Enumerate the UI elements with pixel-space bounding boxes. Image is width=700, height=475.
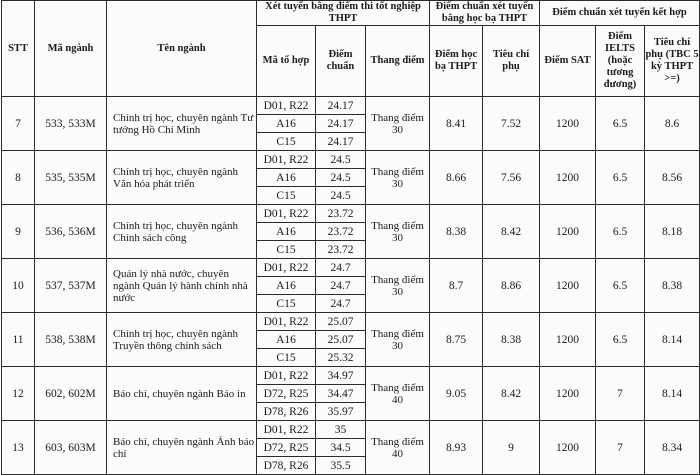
header-tieu-chi-phu: Tiêu chí phụ bbox=[483, 26, 540, 97]
major-name-cell: Chính trị học, chuyên ngành Tư tưởng Hồ Chí Minh bbox=[107, 97, 257, 151]
header-hocba-group: Điểm chuẩn xét tuyển bằng học bạ THPT bbox=[430, 1, 540, 26]
tbc-criterion-cell: 8.14 bbox=[645, 367, 700, 421]
combo-code-cell: A16 bbox=[257, 169, 316, 187]
header-row-top bbox=[2, 1, 700, 26]
major-name-cell: Chính trị học, chuyên ngành Chính sách công bbox=[107, 205, 257, 259]
major-name-cell: Chính trị học, chuyên ngành Truyền thông chính sách bbox=[107, 313, 257, 367]
table-row bbox=[2, 151, 700, 169]
combo-code-cell: D01, R22 bbox=[257, 97, 316, 115]
table-body bbox=[2, 97, 700, 475]
combo-score-cell: 35.5 bbox=[316, 457, 366, 475]
stt-cell: 12 bbox=[2, 367, 35, 421]
major-name-cell: Quản lý nhà nước, chuyên ngành Quản lý hành chính nhà nước bbox=[107, 259, 257, 313]
hocba-score-cell: 8.41 bbox=[430, 97, 483, 151]
combo-score-cell: 23.72 bbox=[316, 223, 366, 241]
table-row bbox=[2, 367, 700, 385]
table-row bbox=[2, 313, 700, 331]
major-code-cell: 536, 536M bbox=[35, 205, 107, 259]
header-ten-nganh: Tên ngành bbox=[107, 1, 257, 97]
stt-cell: 7 bbox=[2, 97, 35, 151]
stt-cell: 13 bbox=[2, 421, 35, 475]
combo-score-cell: 24.5 bbox=[316, 169, 366, 187]
table-row bbox=[2, 205, 700, 223]
scale-cell: Thang điểm 40 bbox=[366, 421, 430, 475]
combo-score-cell: 23.72 bbox=[316, 241, 366, 259]
header-thang-diem: Thang điểm bbox=[366, 26, 430, 97]
stt-cell: 11 bbox=[2, 313, 35, 367]
scale-cell: Thang điểm 30 bbox=[366, 313, 430, 367]
header-tieu-chi-phu-tbc: Tiêu chí phụ (TBC 5 kỳ THPT >=) bbox=[645, 26, 700, 97]
combo-score-cell: 24.7 bbox=[316, 295, 366, 313]
major-code-cell: 537, 537M bbox=[35, 259, 107, 313]
combo-score-cell: 25.32 bbox=[316, 349, 366, 367]
stt-cell: 8 bbox=[2, 151, 35, 205]
table-row bbox=[2, 97, 700, 115]
combo-code-cell: D01, R22 bbox=[257, 421, 316, 439]
major-code-cell: 602, 602M bbox=[35, 367, 107, 421]
scale-cell: Thang điểm 30 bbox=[366, 205, 430, 259]
sat-score-cell: 1200 bbox=[540, 97, 596, 151]
secondary-criterion-cell: 7.56 bbox=[483, 151, 540, 205]
header-diem-hoc-ba: Điểm học bạ THPT bbox=[430, 26, 483, 97]
table-row bbox=[2, 421, 700, 439]
scale-cell: Thang điểm 30 bbox=[366, 97, 430, 151]
combo-score-cell: 24.5 bbox=[316, 187, 366, 205]
combo-code-cell: C15 bbox=[257, 133, 316, 151]
combo-score-cell: 24.7 bbox=[316, 277, 366, 295]
sat-score-cell: 1200 bbox=[540, 205, 596, 259]
secondary-criterion-cell: 8.86 bbox=[483, 259, 540, 313]
combo-code-cell: D72, R25 bbox=[257, 385, 316, 403]
secondary-criterion-cell: 8.42 bbox=[483, 205, 540, 259]
sat-score-cell: 1200 bbox=[540, 151, 596, 205]
ielts-score-cell: 7 bbox=[596, 367, 645, 421]
combo-code-cell: D01, R22 bbox=[257, 151, 316, 169]
tbc-criterion-cell: 8.38 bbox=[645, 259, 700, 313]
combo-score-cell: 34.97 bbox=[316, 367, 366, 385]
header-ma-to-hop: Mã tổ hợp bbox=[257, 26, 316, 97]
major-name-cell: Chính trị học, chuyên ngành Văn hóa phát triển bbox=[107, 151, 257, 205]
combo-score-cell: 24.17 bbox=[316, 97, 366, 115]
header-ma-nganh: Mã ngành bbox=[35, 1, 107, 97]
hocba-score-cell: 8.7 bbox=[430, 259, 483, 313]
tbc-criterion-cell: 8.6 bbox=[645, 97, 700, 151]
combo-score-cell: 35.97 bbox=[316, 403, 366, 421]
ielts-score-cell: 6.5 bbox=[596, 151, 645, 205]
major-code-cell: 538, 538M bbox=[35, 313, 107, 367]
table-row bbox=[2, 259, 700, 277]
combo-code-cell: C15 bbox=[257, 241, 316, 259]
combo-code-cell: D72, R25 bbox=[257, 439, 316, 457]
combo-score-cell: 34.47 bbox=[316, 385, 366, 403]
header-ketop-group: Điểm chuẩn xét tuyển kết hợp bbox=[540, 1, 700, 26]
combo-score-cell: 25.07 bbox=[316, 331, 366, 349]
combo-code-cell: C15 bbox=[257, 295, 316, 313]
combo-code-cell: C15 bbox=[257, 349, 316, 367]
combo-score-cell: 24.17 bbox=[316, 115, 366, 133]
stt-cell: 10 bbox=[2, 259, 35, 313]
combo-score-cell: 24.17 bbox=[316, 133, 366, 151]
combo-code-cell: D01, R22 bbox=[257, 205, 316, 223]
combo-score-cell: 23.72 bbox=[316, 205, 366, 223]
major-code-cell: 603, 603M bbox=[35, 421, 107, 475]
header-diem-ielts: Điểm IELTS (hoặc tương đương) bbox=[596, 26, 645, 97]
stt-cell: 9 bbox=[2, 205, 35, 259]
scale-cell: Thang điểm 30 bbox=[366, 151, 430, 205]
admission-score-table bbox=[1, 0, 700, 475]
hocba-score-cell: 9.05 bbox=[430, 367, 483, 421]
ielts-score-cell: 7 bbox=[596, 421, 645, 475]
combo-code-cell: A16 bbox=[257, 223, 316, 241]
secondary-criterion-cell: 9 bbox=[483, 421, 540, 475]
major-code-cell: 533, 533M bbox=[35, 97, 107, 151]
sat-score-cell: 1200 bbox=[540, 259, 596, 313]
combo-score-cell: 34.5 bbox=[316, 439, 366, 457]
ielts-score-cell: 6.5 bbox=[596, 313, 645, 367]
combo-code-cell: A16 bbox=[257, 331, 316, 349]
tbc-criterion-cell: 8.18 bbox=[645, 205, 700, 259]
major-name-cell: Báo chí, chuyên ngành Ảnh báo chí bbox=[107, 421, 257, 475]
sat-score-cell: 1200 bbox=[540, 421, 596, 475]
combo-code-cell: A16 bbox=[257, 277, 316, 295]
header-thpt-group: Xét tuyển bằng điểm thi tốt nghiệp THPT bbox=[257, 1, 430, 26]
combo-score-cell: 24.5 bbox=[316, 151, 366, 169]
tbc-criterion-cell: 8.56 bbox=[645, 151, 700, 205]
combo-score-cell: 24.7 bbox=[316, 259, 366, 277]
combo-code-cell: D01, R22 bbox=[257, 313, 316, 331]
combo-score-cell: 35 bbox=[316, 421, 366, 439]
combo-code-cell: D01, R22 bbox=[257, 259, 316, 277]
combo-code-cell: C15 bbox=[257, 187, 316, 205]
hocba-score-cell: 8.75 bbox=[430, 313, 483, 367]
hocba-score-cell: 8.93 bbox=[430, 421, 483, 475]
sat-score-cell: 1200 bbox=[540, 367, 596, 421]
header-diem-sat: Điểm SAT bbox=[540, 26, 596, 97]
ielts-score-cell: 6.5 bbox=[596, 205, 645, 259]
scale-cell: Thang điểm 30 bbox=[366, 259, 430, 313]
secondary-criterion-cell: 8.38 bbox=[483, 313, 540, 367]
combo-code-cell: D01, R22 bbox=[257, 367, 316, 385]
tbc-criterion-cell: 8.34 bbox=[645, 421, 700, 475]
combo-code-cell: D78, R26 bbox=[257, 457, 316, 475]
combo-score-cell: 25.07 bbox=[316, 313, 366, 331]
scale-cell: Thang điểm 40 bbox=[366, 367, 430, 421]
secondary-criterion-cell: 8.42 bbox=[483, 367, 540, 421]
sat-score-cell: 1200 bbox=[540, 313, 596, 367]
combo-code-cell: A16 bbox=[257, 115, 316, 133]
hocba-score-cell: 8.66 bbox=[430, 151, 483, 205]
ielts-score-cell: 6.5 bbox=[596, 97, 645, 151]
hocba-score-cell: 8.38 bbox=[430, 205, 483, 259]
major-name-cell: Báo chí, chuyên ngành Báo in bbox=[107, 367, 257, 421]
ielts-score-cell: 6.5 bbox=[596, 259, 645, 313]
combo-code-cell: D78, R26 bbox=[257, 403, 316, 421]
major-code-cell: 535, 535M bbox=[35, 151, 107, 205]
header-diem-chuan: Điểm chuẩn bbox=[316, 26, 366, 97]
tbc-criterion-cell: 8.14 bbox=[645, 313, 700, 367]
secondary-criterion-cell: 7.52 bbox=[483, 97, 540, 151]
header-stt: STT bbox=[2, 1, 35, 97]
